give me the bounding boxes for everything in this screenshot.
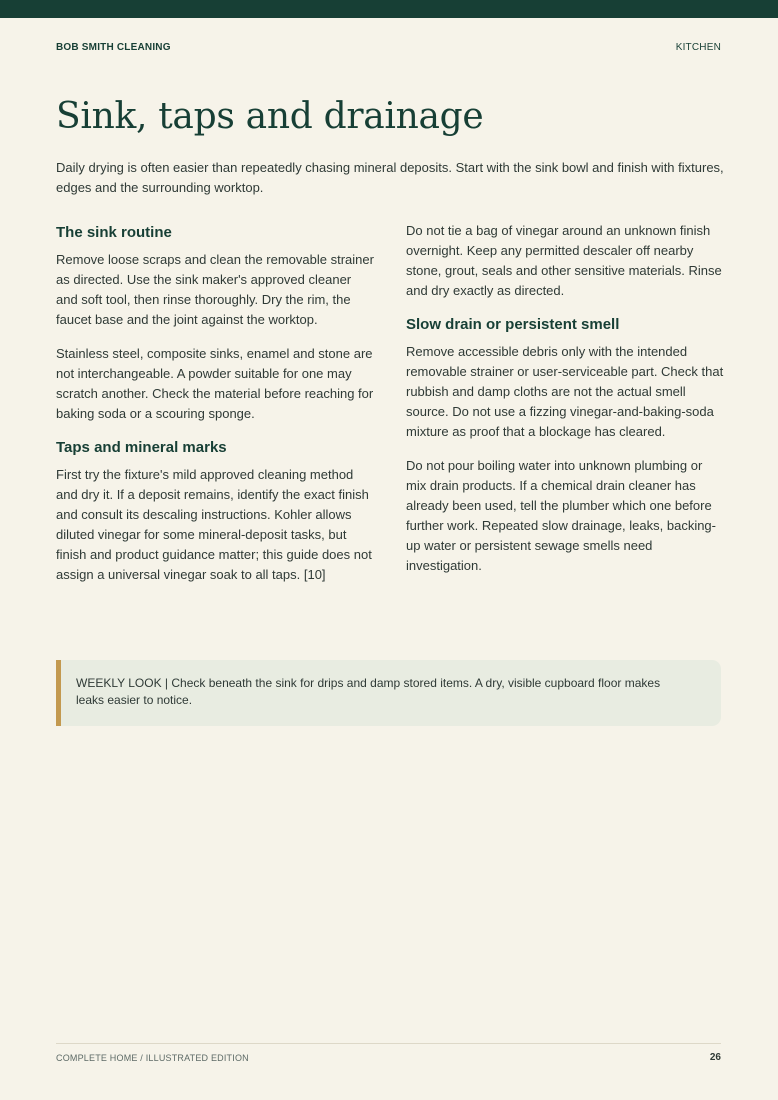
paragraph: Remove loose scraps and clean the removable strainer as directed. Use the sink maker's approved cleaner and soft tool, then rinse thoroughly. Dry the rim, the faucet base and the joint against the worktop. <box>56 252 374 327</box>
footer-divider <box>56 1043 721 1044</box>
intro-paragraph: Daily drying is often easier than repeatedly chasing mineral deposits. Start with the sink bowl and finish with fixtures, edges and the surrounding worktop. <box>56 160 724 195</box>
paragraph: Remove accessible debris only with the intended removable strainer or user-serviceable part. Check that rubbish and damp cloths are not the actual smell source. Do not use a fizzing vinegar-and-baking-soda mixture as proof that a blockage has cleared. <box>406 344 724 439</box>
page-title: Sink, taps and drainage <box>56 96 484 137</box>
paragraph: Do not tie a bag of vinegar around an unknown finish overnight. Keep any permitted descaler off nearby stone, grout, seals and other sensitive materials. Rinse and dry exactly as directed. <box>406 223 722 298</box>
section-heading-taps: Taps and mineral marks <box>56 439 227 456</box>
left-column <box>56 220 374 599</box>
weekly-look-callout: WEEKLY LOOK | Check beneath the sink for drips and damp stored items. A dry, visible cupboard floor makes leaks easier to notice. <box>56 660 721 726</box>
paragraph: First try the fixture's mild approved cleaning method and dry it. If a deposit remains, identify the exact finish and consult its descaling instructions. Kohler allows diluted vinegar for some mineral-deposit tasks, but finish and product guidance matter; this guide does not assign a universal vinegar soak to all taps. [10] <box>56 467 372 582</box>
right-column <box>406 220 724 590</box>
brand-header: BOB SMITH CLEANING <box>56 42 171 53</box>
page-number: 26 <box>709 1052 721 1063</box>
section-heading-sink-routine: The sink routine <box>56 224 172 241</box>
paragraph: Stainless steel, composite sinks, enamel and stone are not interchangeable. A powder suitable for one may scratch another. Check the material before reaching for baking soda or a scouring sponge. <box>56 346 374 421</box>
footer-edition: COMPLETE HOME / ILLUSTRATED EDITION <box>56 1053 249 1063</box>
section-header: KITCHEN <box>675 42 721 53</box>
top-bar <box>0 0 778 18</box>
paragraph: Do not pour boiling water into unknown plumbing or mix drain products. If a chemical drain cleaner has already been used, tell the plumber which one before further work. Repeated slow drainage, leaks, backing-up water or persistent sewage smells need investigation. <box>406 458 716 573</box>
section-heading-slow-drain: Slow drain or persistent smell <box>406 316 620 333</box>
